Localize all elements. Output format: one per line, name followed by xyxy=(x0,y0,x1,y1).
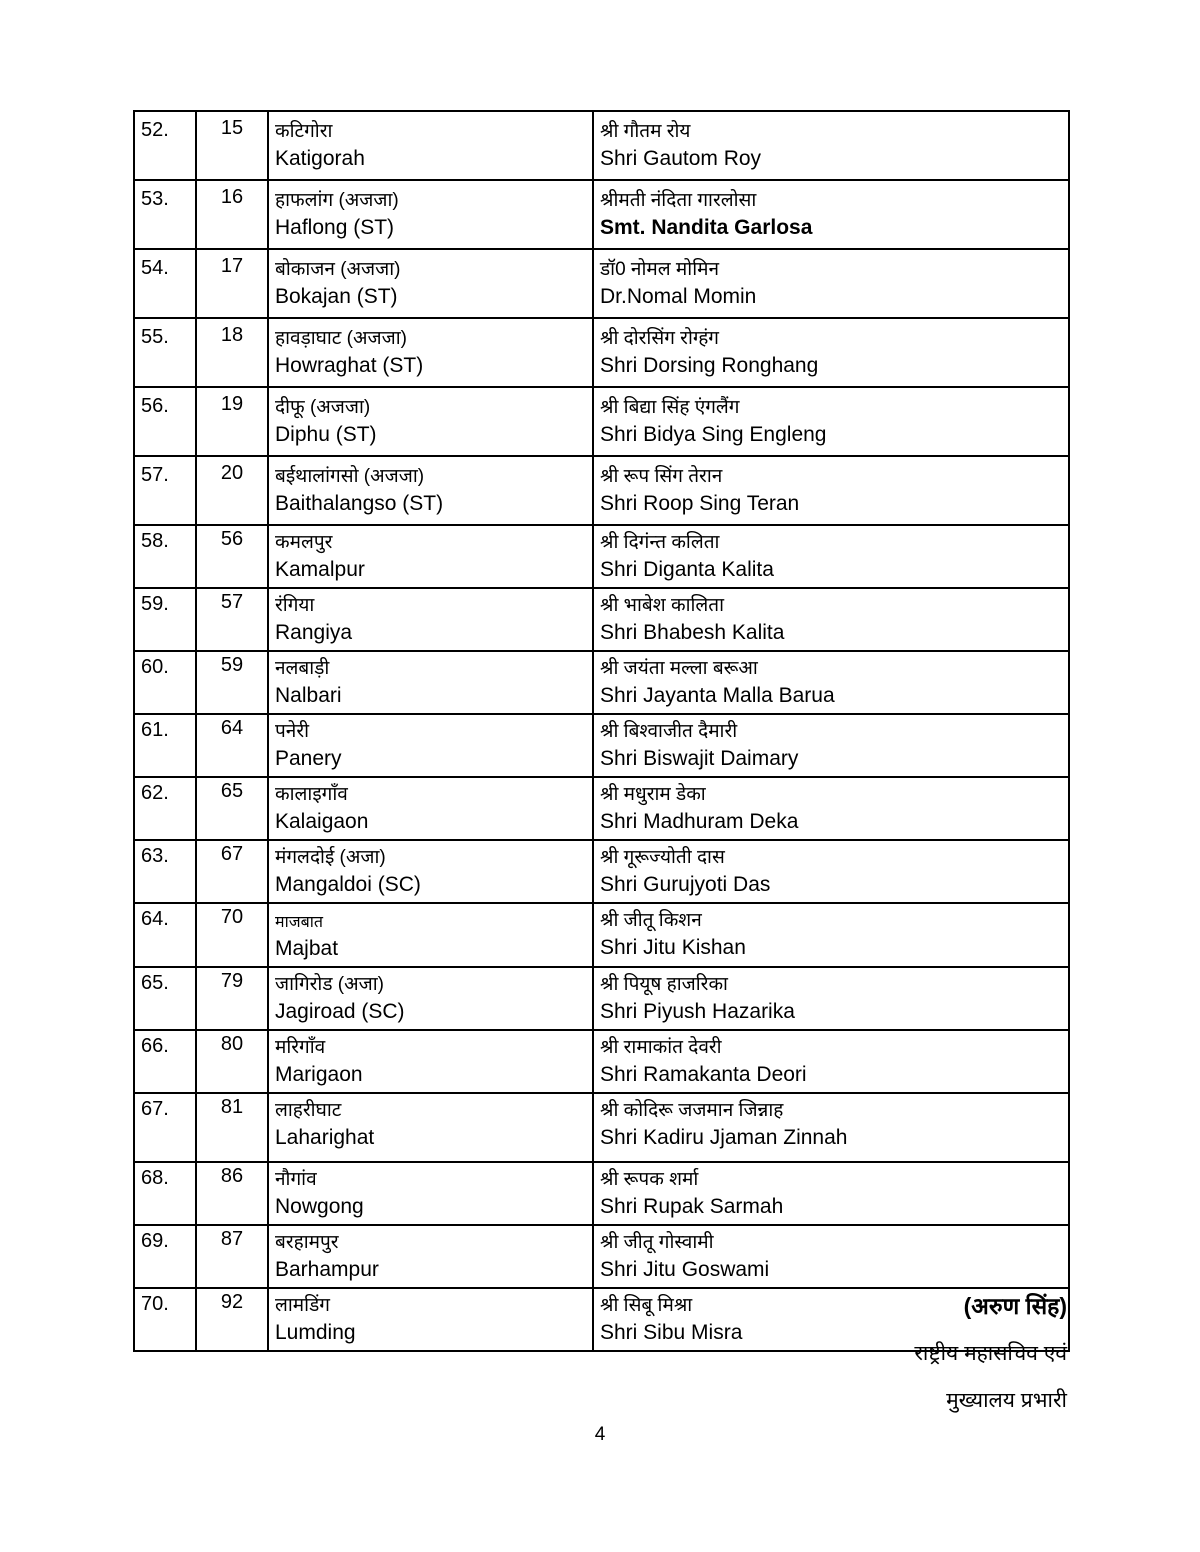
serial-number-cell xyxy=(134,588,196,651)
constituency-cell xyxy=(268,903,593,967)
constituency-cell xyxy=(268,1288,593,1351)
serial-number: 59. xyxy=(141,593,169,615)
candidate-name-english: Shri Dorsing Ronghang xyxy=(600,354,819,377)
signatory-name: (अरुण सिंह) xyxy=(963,1293,1067,1319)
serial-number-cell xyxy=(134,651,196,714)
candidate-name-english: Shri Gautom Roy xyxy=(600,147,762,170)
candidate-cell xyxy=(593,588,1069,651)
candidate-name-hindi: श्री जीतू किशन xyxy=(600,910,702,931)
serial-number: 55. xyxy=(141,326,169,348)
candidate-name-hindi: श्री रूपक शर्मा xyxy=(600,1169,699,1190)
table-row xyxy=(134,456,1069,525)
constituency-number: 67 xyxy=(220,843,244,865)
candidate-name-hindi: श्री भाबेश कालिता xyxy=(600,595,725,616)
constituency-number: 92 xyxy=(220,1291,244,1313)
constituency-number: 87 xyxy=(220,1228,244,1250)
constituency-cell xyxy=(268,777,593,840)
constituency-name-hindi: मरिगाँव xyxy=(275,1037,326,1058)
candidate-name-english: Shri Piyush Hazarika xyxy=(600,1000,795,1023)
candidate-cell xyxy=(593,1162,1069,1225)
table-row xyxy=(134,111,1069,180)
signature-block xyxy=(914,1283,1067,1424)
constituency-name-english: Diphu (ST) xyxy=(275,423,377,446)
constituency-name-hindi: दीफू (अजजा) xyxy=(275,397,371,418)
constituency-number-cell xyxy=(196,249,268,318)
candidate-cell xyxy=(593,840,1069,903)
constituency-cell xyxy=(268,651,593,714)
candidate-name-hindi: श्री पियूष हाजरिका xyxy=(600,974,728,995)
candidate-cell xyxy=(593,111,1069,180)
table-row xyxy=(134,1162,1069,1225)
constituency-number: 18 xyxy=(220,324,244,346)
constituency-number: 81 xyxy=(220,1096,244,1118)
serial-number-cell xyxy=(134,1030,196,1093)
constituency-number-cell xyxy=(196,1225,268,1288)
serial-number: 69. xyxy=(141,1230,169,1252)
serial-number: 64. xyxy=(141,908,169,930)
candidate-cell xyxy=(593,777,1069,840)
table-row xyxy=(134,1225,1069,1288)
candidate-cell xyxy=(593,387,1069,456)
candidate-list-table xyxy=(133,110,1070,1352)
serial-number-cell xyxy=(134,318,196,387)
constituency-number-cell xyxy=(196,651,268,714)
candidate-name-english: Shri Jayanta Malla Barua xyxy=(600,684,835,707)
constituency-name-english: Lumding xyxy=(275,1321,356,1344)
serial-number-cell xyxy=(134,180,196,249)
serial-number: 62. xyxy=(141,782,169,804)
serial-number-cell xyxy=(134,1093,196,1162)
candidate-name-hindi: श्री बिद्या सिंह एंगलैंग xyxy=(600,397,740,418)
table-row xyxy=(134,525,1069,588)
constituency-cell xyxy=(268,1093,593,1162)
constituency-number-cell xyxy=(196,967,268,1030)
constituency-number: 79 xyxy=(220,970,244,992)
serial-number: 56. xyxy=(141,395,169,417)
serial-number-cell xyxy=(134,1162,196,1225)
signatory-title-line2: मुख्यालय प्रभारी xyxy=(946,1389,1067,1412)
serial-number-cell xyxy=(134,387,196,456)
serial-number: 65. xyxy=(141,972,169,994)
constituency-number-cell xyxy=(196,1093,268,1162)
serial-number-cell xyxy=(134,1225,196,1288)
constituency-name-english: Haflong (ST) xyxy=(275,216,395,239)
candidate-name-english: Shri Jitu Kishan xyxy=(600,936,746,959)
table-row xyxy=(134,318,1069,387)
candidate-name-english: Dr.Nomal Momin xyxy=(600,285,757,308)
candidate-name-hindi: श्री गूरूज्योती दास xyxy=(600,847,725,868)
candidate-name-hindi: श्री बिश्वाजीत दैमारी xyxy=(600,721,738,742)
table-row xyxy=(134,777,1069,840)
serial-number-cell xyxy=(134,840,196,903)
candidate-name-hindi: श्री रूप सिंग तेरान xyxy=(600,466,723,487)
table-row xyxy=(134,903,1069,967)
constituency-number: 19 xyxy=(220,393,244,415)
serial-number: 60. xyxy=(141,656,169,678)
constituency-cell xyxy=(268,387,593,456)
candidate-name-english: Shri Sibu Misra xyxy=(600,1321,743,1344)
serial-number-cell xyxy=(134,777,196,840)
serial-number-cell xyxy=(134,111,196,180)
constituency-name-hindi: पनेरी xyxy=(275,721,310,742)
table-row xyxy=(134,1030,1069,1093)
constituency-name-hindi: हावड़ाघाट (अजजा) xyxy=(275,328,407,349)
serial-number: 63. xyxy=(141,845,169,867)
constituency-name-english: Laharighat xyxy=(275,1126,375,1149)
constituency-number-cell xyxy=(196,714,268,777)
constituency-name-english: Baithalangso (ST) xyxy=(275,492,444,515)
constituency-number: 59 xyxy=(220,654,244,676)
candidate-name-hindi: श्री जयंता मल्ला बरूआ xyxy=(600,658,758,679)
constituency-name-english: Panery xyxy=(275,747,342,770)
candidate-cell xyxy=(593,525,1069,588)
constituency-name-hindi: रंगिया xyxy=(275,595,315,616)
constituency-cell xyxy=(268,1225,593,1288)
constituency-name-hindi: बईथालांगसो (अजजा) xyxy=(275,466,425,487)
constituency-number-cell xyxy=(196,777,268,840)
serial-number-cell xyxy=(134,1288,196,1351)
constituency-name-english: Howraghat (ST) xyxy=(275,354,424,377)
constituency-cell xyxy=(268,525,593,588)
candidate-name-hindi: श्रीमती नंदिता गारलोसा xyxy=(600,190,757,211)
constituency-name-hindi: हाफलांग (अजजा) xyxy=(275,190,399,211)
constituency-name-hindi: मंगलदोई (अजा) xyxy=(275,847,386,868)
serial-number: 67. xyxy=(141,1098,169,1120)
constituency-number-cell xyxy=(196,903,268,967)
constituency-number: 70 xyxy=(220,906,244,928)
constituency-name-english: Katigorah xyxy=(275,147,365,170)
candidate-name-english: Shri Kadiru Jjaman Zinnah xyxy=(600,1126,848,1149)
serial-number-cell xyxy=(134,456,196,525)
candidate-cell xyxy=(593,1225,1069,1288)
table-row xyxy=(134,387,1069,456)
constituency-name-hindi: बोकाजन (अजजा) xyxy=(275,259,401,280)
serial-number: 52. xyxy=(141,119,169,141)
constituency-name-hindi: नलबाड़ी xyxy=(275,658,330,679)
candidate-cell xyxy=(593,967,1069,1030)
table-row xyxy=(134,588,1069,651)
constituency-cell xyxy=(268,456,593,525)
candidate-name-hindi: श्री मधुराम डेका xyxy=(600,784,706,805)
candidate-cell xyxy=(593,1093,1069,1162)
constituency-name-english: Bokajan (ST) xyxy=(275,285,398,308)
constituency-cell xyxy=(268,111,593,180)
constituency-number: 17 xyxy=(220,255,244,277)
constituency-number-cell xyxy=(196,588,268,651)
table-row xyxy=(134,967,1069,1030)
constituency-cell xyxy=(268,318,593,387)
constituency-cell xyxy=(268,588,593,651)
candidate-name-hindi: श्री रामाकांत देवरी xyxy=(600,1037,722,1058)
constituency-number-cell xyxy=(196,180,268,249)
constituency-name-english: Majbat xyxy=(275,937,339,960)
constituency-name-english: Marigaon xyxy=(275,1063,363,1086)
candidate-name-hindi: श्री गौतम रोय xyxy=(600,121,691,142)
candidate-cell xyxy=(593,318,1069,387)
candidate-cell xyxy=(593,651,1069,714)
candidate-cell xyxy=(593,903,1069,967)
candidate-name-hindi: श्री दोरसिंग रोग्हंग xyxy=(600,328,719,349)
constituency-number-cell xyxy=(196,318,268,387)
candidate-name-english: Shri Madhuram Deka xyxy=(600,810,799,833)
candidate-name-english: Shri Ramakanta Deori xyxy=(600,1063,807,1086)
constituency-number: 65 xyxy=(220,780,244,802)
constituency-number-cell xyxy=(196,111,268,180)
constituency-number: 20 xyxy=(220,462,244,484)
constituency-number-cell xyxy=(196,1162,268,1225)
serial-number-cell xyxy=(134,249,196,318)
constituency-name-english: Rangiya xyxy=(275,621,353,644)
constituency-name-hindi: माजबात xyxy=(275,914,323,931)
constituency-name-hindi: कालाइगाँव xyxy=(275,784,348,805)
constituency-name-hindi: नौगांव xyxy=(275,1169,317,1190)
constituency-cell xyxy=(268,180,593,249)
table-row xyxy=(134,840,1069,903)
candidate-name-english: Shri Biswajit Daimary xyxy=(600,747,799,770)
serial-number-cell xyxy=(134,525,196,588)
constituency-name-hindi: लाहरीघाट xyxy=(275,1100,342,1121)
constituency-name-english: Barhampur xyxy=(275,1258,379,1281)
constituency-name-english: Jagiroad (SC) xyxy=(275,1000,405,1023)
table-row xyxy=(134,714,1069,777)
constituency-number-cell xyxy=(196,840,268,903)
serial-number: 53. xyxy=(141,188,169,210)
candidate-name-english: Shri Bhabesh Kalita xyxy=(600,621,785,644)
candidate-name-english: Shri Diganta Kalita xyxy=(600,558,774,581)
candidate-cell xyxy=(593,714,1069,777)
serial-number: 66. xyxy=(141,1035,169,1057)
candidate-name-hindi: श्री सिबू मिश्रा xyxy=(600,1295,693,1316)
candidate-cell xyxy=(593,1030,1069,1093)
candidate-name-english: Smt. Nandita Garlosa xyxy=(600,216,813,239)
candidate-table-body xyxy=(134,111,1069,1351)
candidate-cell xyxy=(593,456,1069,525)
constituency-cell xyxy=(268,967,593,1030)
constituency-number: 64 xyxy=(220,717,244,739)
table-row xyxy=(134,651,1069,714)
constituency-number-cell xyxy=(196,387,268,456)
constituency-number: 86 xyxy=(220,1165,244,1187)
candidate-name-hindi: श्री जीतू गोस्वामी xyxy=(600,1232,714,1253)
page-number: 4 xyxy=(594,1424,606,1445)
constituency-name-hindi: बरहामपुर xyxy=(275,1232,339,1253)
serial-number: 70. xyxy=(141,1293,169,1315)
constituency-cell xyxy=(268,1030,593,1093)
candidate-name-english: Shri Bidya Sing Engleng xyxy=(600,423,827,446)
constituency-number: 80 xyxy=(220,1033,244,1055)
candidate-name-hindi: श्री कोदिरू जजमान जिन्नाह xyxy=(600,1100,784,1121)
constituency-name-english: Nowgong xyxy=(275,1195,364,1218)
signatory-title-line1: राष्ट्रीय महासचिव एवं xyxy=(914,1342,1067,1365)
constituency-number: 16 xyxy=(220,186,244,208)
table-row xyxy=(134,180,1069,249)
constituency-name-hindi: लामडिंग xyxy=(275,1295,330,1316)
serial-number: 58. xyxy=(141,530,169,552)
serial-number-cell xyxy=(134,714,196,777)
constituency-number-cell xyxy=(196,525,268,588)
constituency-name-english: Nalbari xyxy=(275,684,342,707)
candidate-cell xyxy=(593,180,1069,249)
constituency-name-hindi: कमलपुर xyxy=(275,532,333,553)
constituency-name-english: Kamalpur xyxy=(275,558,365,581)
table-row xyxy=(134,249,1069,318)
constituency-number-cell xyxy=(196,1288,268,1351)
constituency-cell xyxy=(268,249,593,318)
constituency-number: 56 xyxy=(220,528,244,550)
serial-number: 68. xyxy=(141,1167,169,1189)
candidate-cell xyxy=(593,249,1069,318)
constituency-name-hindi: कटिगोरा xyxy=(275,121,333,142)
candidate-name-english: Shri Roop Sing Teran xyxy=(600,492,800,515)
candidate-name-hindi: डॉ0 नोमल मोमिन xyxy=(600,259,720,280)
candidate-name-english: Shri Rupak Sarmah xyxy=(600,1195,784,1218)
constituency-number-cell xyxy=(196,1030,268,1093)
candidate-name-english: Shri Jitu Goswami xyxy=(600,1258,770,1281)
serial-number-cell xyxy=(134,967,196,1030)
constituency-cell xyxy=(268,840,593,903)
constituency-cell xyxy=(268,1162,593,1225)
constituency-name-english: Kalaigaon xyxy=(275,810,369,833)
candidate-name-english: Shri Gurujyoti Das xyxy=(600,873,771,896)
constituency-name-english: Mangaldoi (SC) xyxy=(275,873,421,896)
serial-number: 57. xyxy=(141,464,169,486)
constituency-number-cell xyxy=(196,456,268,525)
constituency-name-hindi: जागिरोड (अजा) xyxy=(275,974,384,995)
constituency-number: 15 xyxy=(220,117,244,139)
constituency-number: 57 xyxy=(220,591,244,613)
serial-number-cell xyxy=(134,903,196,967)
table-row xyxy=(134,1093,1069,1162)
serial-number: 61. xyxy=(141,719,169,741)
candidate-name-hindi: श्री दिगंन्त कलिता xyxy=(600,532,720,553)
serial-number: 54. xyxy=(141,257,169,279)
constituency-cell xyxy=(268,714,593,777)
